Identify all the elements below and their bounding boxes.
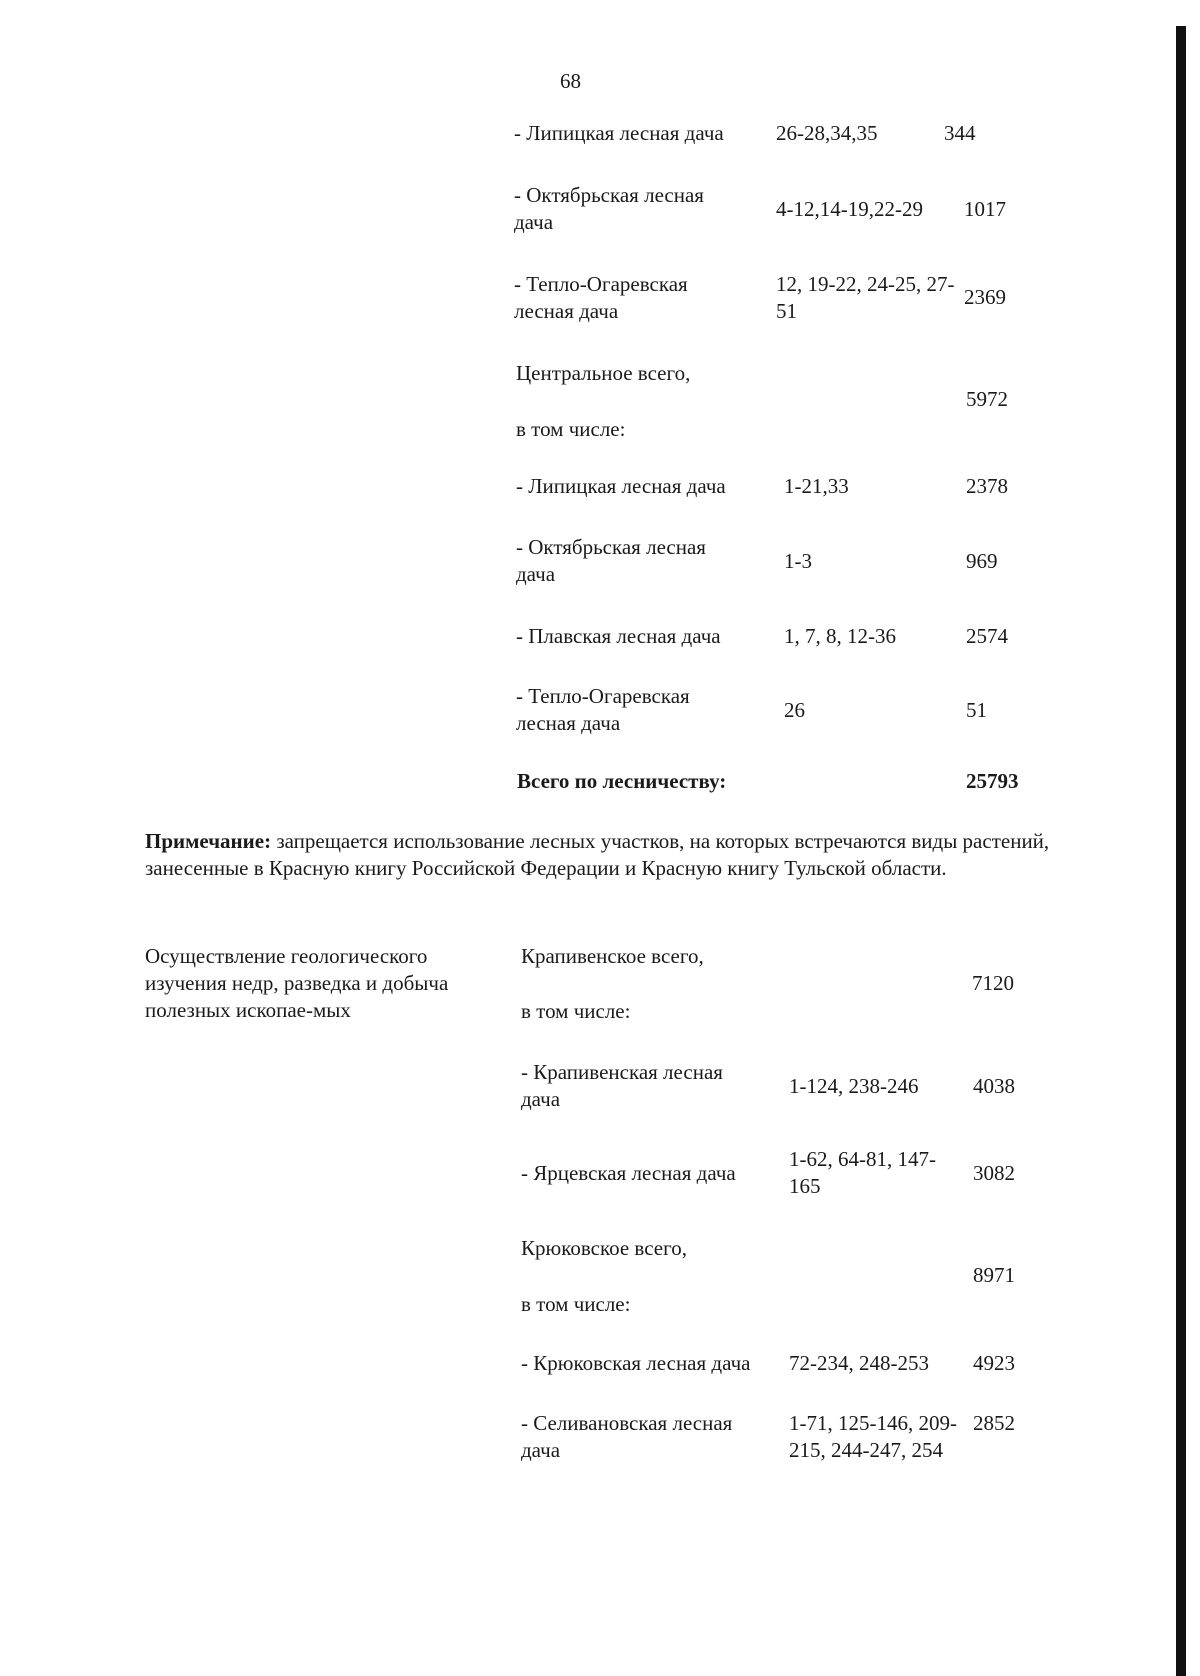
area: 51 xyxy=(966,698,987,722)
area: 4923 xyxy=(973,1351,1015,1375)
quarters: 1-71, 125-146, 209-215, 244-247, 254 xyxy=(789,1411,957,1462)
forest-name: - Октябрьская лесная дача xyxy=(516,535,706,586)
area: 7120 xyxy=(972,971,1014,995)
total-label: Всего по лесничеству: xyxy=(517,769,727,793)
area: 3082 xyxy=(973,1161,1015,1185)
page-edge-bar xyxy=(1176,26,1186,1676)
forest-name: в том числе: xyxy=(521,1292,631,1316)
quarters: 72-234, 248-253 xyxy=(789,1351,929,1375)
forest-name: - Крюковская лесная дача xyxy=(521,1351,751,1375)
forest-name: - Плавская лесная дача xyxy=(516,624,721,648)
quarters: 1-3 xyxy=(784,549,812,573)
quarters: 26 xyxy=(784,698,805,722)
forest-name: в том числе: xyxy=(521,999,631,1023)
area: 2574 xyxy=(966,624,1008,648)
forest-name: Крапивенское всего, xyxy=(521,944,704,968)
quarters: 1-62, 64-81, 147-165 xyxy=(789,1147,936,1198)
area: 5972 xyxy=(966,387,1008,411)
area: 8971 xyxy=(973,1263,1015,1287)
forest-table-section-1 xyxy=(516,120,1076,810)
forest-name: - Крапивенская лесная дача xyxy=(521,1060,723,1111)
forest-name: - Липицкая лесная дача xyxy=(514,121,724,145)
forest-name: Центральное всего, xyxy=(516,361,691,385)
quarters: 4-12,14-19,22-29 xyxy=(776,197,923,221)
activity-type: Осуществление геологического изучения недр, разведка и добыча полезных ископае-мых xyxy=(145,944,449,1022)
quarters: 1, 7, 8, 12-36 xyxy=(784,624,896,648)
area: 344 xyxy=(944,121,976,145)
note-label: Примечание: xyxy=(145,829,272,853)
forest-name: - Липицкая лесная дача xyxy=(516,474,726,498)
forest-name: - Тепло-Огаревская лесная дача xyxy=(514,272,688,323)
quarters: 1-21,33 xyxy=(784,474,849,498)
area: 4038 xyxy=(973,1074,1015,1098)
quarters: 12, 19-22, 24-25, 27-51 xyxy=(776,272,955,323)
forest-name: - Ярцевская лесная дача xyxy=(521,1161,736,1185)
area: 2852 xyxy=(973,1411,1015,1435)
area: 2369 xyxy=(964,285,1006,309)
forest-name: Крюковское всего, xyxy=(521,1236,687,1260)
forest-name: - Селивановская лесная дача xyxy=(521,1411,733,1462)
note-paragraph xyxy=(145,828,1065,882)
total-value: 25793 xyxy=(966,769,1019,793)
forest-name: - Тепло-Огаревская лесная дача xyxy=(516,684,690,735)
forest-table-section-2 xyxy=(520,940,1080,1500)
quarters: 1-124, 238-246 xyxy=(789,1074,919,1098)
area: 2378 xyxy=(966,474,1008,498)
area: 1017 xyxy=(964,197,1006,221)
quarters: 26-28,34,35 xyxy=(776,121,878,145)
area: 969 xyxy=(966,549,998,573)
note-text: запрещается использование лесных участков, на которых встречаются виды растений, занесенные в Красную книгу Российской Федерации и Красную книгу Тульской области. xyxy=(145,829,1050,880)
forest-name: - Октябрьская лесная дача xyxy=(514,183,704,234)
page-number: 68 xyxy=(560,69,581,93)
forest-name: в том числе: xyxy=(516,417,626,441)
